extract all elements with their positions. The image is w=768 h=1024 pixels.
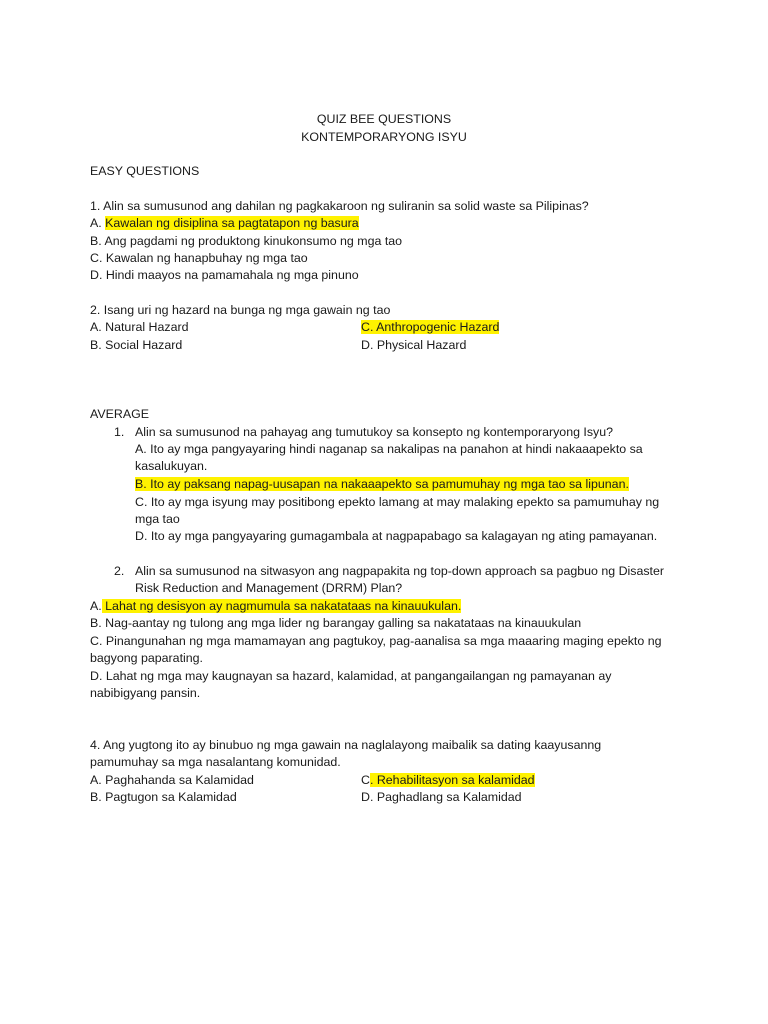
easy-q1-option-c: C. Kawalan ng hanapbuhay ng mga tao xyxy=(90,251,308,265)
average-q2-option-b: B. Nag-aantay ng tulong ang mga lider ng barangay galling sa nakatataas na kinauukulan xyxy=(90,616,582,630)
average-q1-option-a-line1: A. Ito ay mga pangyayaring hindi naganap sa nakalipas na panahon at hindi nakaaapekto sa xyxy=(135,442,643,456)
highlighted-answer: . Rehabilitasyon sa kalamidad xyxy=(369,773,535,787)
easy-q2-option-c xyxy=(361,319,499,336)
easy-q2-option-a: A. Natural Hazard xyxy=(90,320,189,334)
option-prefix: C xyxy=(361,773,370,787)
easy-q2-option-d: D. Physical Hazard xyxy=(361,338,467,352)
document-title: QUIZ BEE QUESTIONS xyxy=(316,112,452,126)
average-q1-number: 1. xyxy=(114,425,125,439)
easy-q2-stem: 2. Isang uri ng hazard na bunga ng mga gawain ng tao xyxy=(90,303,391,317)
average-q4-option-d: D. Paghadlang sa Kalamidad xyxy=(361,790,522,804)
average-q2-option-a xyxy=(90,598,461,615)
average-q1-option-b xyxy=(135,476,629,493)
average-q4-stem-line1: 4. Ang yugtong ito ay binubuo ng mga gawain na naglalayong maibalik sa dating kaayusanng xyxy=(90,738,602,752)
average-q2-option-d-line2: nabibigyang pansin. xyxy=(90,686,201,700)
highlighted-answer: B. Ito ay paksang napag-uusapan na nakaaapekto sa pamumuhay ng mga tao sa lipunan. xyxy=(135,477,629,491)
average-q1-option-d: D. Ito ay mga pangyayaring gumagambala at nagpapabago sa kalagayan ng ating pamayanan. xyxy=(135,529,658,543)
average-q1-option-c-line1: C. Ito ay mga isyung may positibong epekto lamang at may malaking epekto sa pamumuhay ng xyxy=(135,495,660,509)
average-q1-option-c-line2: mga tao xyxy=(135,512,180,526)
average-q2-option-d-line1: D. Lahat ng mga may kaugnayan sa hazard, kalamidad, at pangangailangan ng pamayanan ay xyxy=(90,669,612,683)
average-q1-option-a-line2: kasalukuyan. xyxy=(135,459,208,473)
option-prefix: A. xyxy=(90,599,102,613)
easy-q2-option-b: B. Social Hazard xyxy=(90,338,183,352)
average-q4-option-a: A. Paghahanda sa Kalamidad xyxy=(90,773,254,787)
easy-q1-stem: 1. Alin sa sumusunod ang dahilan ng pagkakaroon ng suliranin sa solid waste sa Pilipinas? xyxy=(90,199,589,213)
highlighted-answer: Kawalan ng disiplina sa pagtatapon ng basura xyxy=(105,216,359,230)
option-prefix: A. xyxy=(90,216,106,230)
average-q2-number: 2. xyxy=(114,564,125,578)
easy-q1-option-d: D. Hindi maayos na pamamahala ng mga pinuno xyxy=(90,268,359,282)
highlighted-answer: Lahat ng desisyon ay nagmumula sa nakatataas na kinauukulan. xyxy=(101,599,462,613)
average-q2-option-c-line1: C. Pinangunahan ng mga mamamayan ang pagtukoy, pag-aanalisa sa mga maaaring maging epekto ng xyxy=(90,634,662,648)
average-q2-stem-line1: Alin sa sumusunod na sitwasyon ang nagpapakita ng top-down approach sa pagbuo ng Disaster xyxy=(135,564,665,578)
section-heading-average: AVERAGE xyxy=(90,407,149,421)
average-q2-stem-line2: Risk Reduction and Management (DRRM) Plan? xyxy=(135,581,403,595)
average-q1-stem: Alin sa sumusunod na pahayag ang tumutukoy sa konsepto ng kontemporaryong Isyu? xyxy=(135,425,614,439)
easy-q1-option-b: B. Ang pagdami ng produktong kinukonsumo ng mga tao xyxy=(90,234,403,248)
highlighted-answer: C. Anthropogenic Hazard xyxy=(361,320,500,334)
document-subtitle: KONTEMPORARYONG ISYU xyxy=(301,130,467,144)
easy-q1-option-a xyxy=(90,215,359,232)
average-q2-option-c-line2: bagyong paparating. xyxy=(90,651,203,665)
section-heading-easy: EASY QUESTIONS xyxy=(90,164,200,178)
average-q4-option-b: B. Pagtugon sa Kalamidad xyxy=(90,790,237,804)
average-q4-option-c xyxy=(361,772,535,789)
average-q4-stem-line2: pamumuhay sa mga nasalantang komunidad. xyxy=(90,755,341,769)
